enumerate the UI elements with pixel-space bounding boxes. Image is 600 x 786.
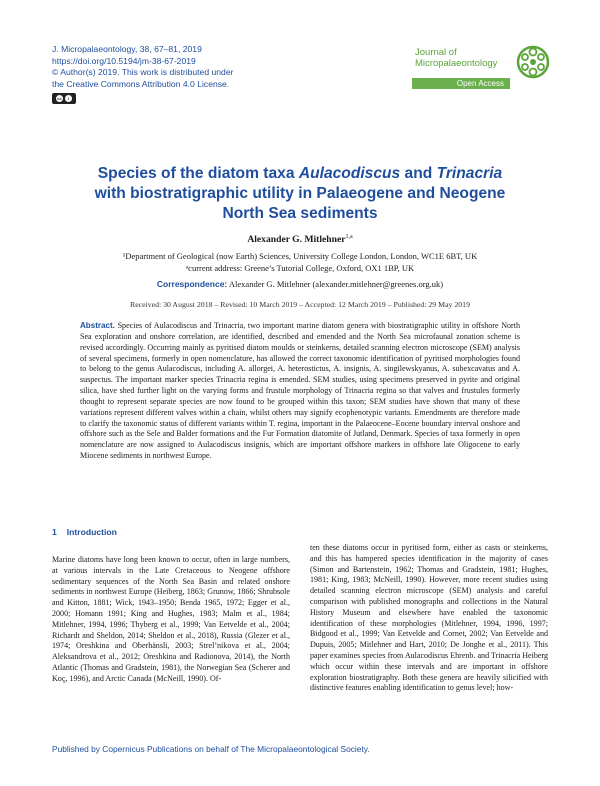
publisher-footer: Published by Copernicus Publications on behalf of The Micropalaeontological Society.: [52, 744, 370, 754]
affiliation-1: ¹Department of Geological (now Earth) Sciences, University College London, London, WC1E 6BT, UK: [122, 251, 478, 261]
section-heading: 1 Introduction: [52, 527, 117, 537]
diatom-logo-icon: [515, 44, 551, 80]
affiliation-2: ᵃcurrent address: Greene’s Tutorial College, Oxford, OX1 1BP, UK: [185, 263, 415, 273]
article-title: Species of the diatom taxa Aulacodiscus and Trinacria with biostratigraphic utility in Palaeogene and Neogene North Sea sediments: [94, 165, 506, 222]
journal-logo: [405, 44, 555, 90]
journal-name: Journal of Micropalaeontology: [415, 47, 498, 69]
cc-by-icon[interactable]: cc i: [52, 93, 76, 104]
correspondence: Correspondence: Alexander G. Mitlehner (alexander.mitlehner@greenes.org.uk): [156, 279, 444, 289]
license-line-1: © Author(s) 2019. This work is distributed under: [52, 67, 234, 78]
doi-link[interactable]: https://doi.org/10.5194/jm-38-67-2019: [52, 55, 196, 66]
publication-dates: Received: 30 August 2018 – Revised: 10 March 2019 – Accepted: 12 March 2019 – Published: 29 May 2019: [130, 300, 470, 309]
body-text-right-column: ten these diatoms occur in pyritised form, either as casts or steinkerns, and this has hampered species identification in the majority of cases (Simon and Bartenstein, 1962; Thomas and Gradstein, 1981; Hughes, 1981; King, 1983; McNeill, 1990). However, more recent studies using detailed scanning electron microscope (SEM) analysis and careful comparison with published monographs and collections in the Natural History Museum and elsewhere have enabled the taxonomic identification of these morphologies (Mitlehner, 1994, 1996, 1997; Bidgood et al., 1999; Van Eetvelde and Cornet, 2002; Van Eetvelde and Dupuis, 2005; Mitlehner and Hart, 2010; De Jonghe et al., 2011). This paper examines species from Aulacodiscus Ehrenb. and Trinacria Heiberg which occur within these intervals and are important in offshore exploration biostratigraphy. Both these genera are heavily silicified with distinctive features enabling identification to genus level; how-: [310, 543, 548, 693]
journal-citation: J. Micropalaeontology, 38, 67–81, 2019: [52, 44, 202, 54]
citation-block: [52, 44, 233, 90]
abstract: Abstract. Species of Aulacodiscus and Trinacria, two important marine diatom genera with biostratigraphic utility in offshore North Sea exploration and onshore correlation, are identified, described and emended and the North Sea microfaunal zonation scheme is revised accordingly. Occurring mainly as pyritised diatom moulds or steinkerns, detailed scanning electron microscope (SEM) analysis of several specimens, formerly in open nomenclature, has allowed the correct taxonomic identification of pyritised morphologies found to belong to the genus Aulacodiscus, including A. allorgei, A. heterostictus, A. insignis, A. singilewskyanus, A. subexcavatus and A. suspectus. The important marker species Trinacria regina is emended. SEM studies, using specimens preserved in pyrite and original silica, have shed further light on the varying forms and frustule morphology of Trinacria regina so that valves and frustules formerly thought to represent separate species are now found to be grouped within this taxon; SEM studies have shown that many of these variations represent different valves within a chain, whilst others may signify ecophenotypic variants. Emendments are therefore made to clarify the taxonomic status of different variants within T. regina, important in the Palaeocene–Eocene boundary interval onshore and offshore such as the Sele and Balder formations and the Fur Formation diatomite of Jutland, Denmark. Species of taxa formerly in open nomenclature are now assigned to Aulacodiscus insignis, which are important offshore markers in offshore late Oligocene to early Miocene sediments in northwest Europe.: [80, 321, 520, 461]
body-text-left-column: Marine diatoms have long been known to occur, often in large numbers, at various intervals in the Late Cretaceous to Neogene offshore sedimentary sequences of the North Sea Basin and related onshore sediments in northwest Europe (Heiberg, 1863; Grunow, 1866; Shrubsole and Kitton, 1881; Wick, 1943–1950; Benda 1965, 1972; Egger et al., 2000; Homann 1991; King and Hughes, 1983; Malm et al., 1984; Mitlehner, 1994, 1996; Thyberg et al., 1999; Van Eetvelde et al., 2004; Richardt and Sheldon, 2014; Sheldon et al., 2018), Russia (Glezer et al., 1974; Oreshkina and Oberhänsli, 2003; Strel’nikova et al., 2004; Aleksandrova et al., 2012; Oreshkina and Radionova, 2014), the North Atlantic (Thomas and Gradstein, 1981), the Norwegian Sea (Scherer and Koç, 1996), and Arctic Canada (McNeill, 1990). Of-: [52, 555, 290, 683]
open-access-badge: Open Access: [412, 78, 510, 89]
author-name: Alexander G. Mitlehner$^{1,a}$: [247, 234, 353, 246]
license-line-2[interactable]: the Creative Commons Attribution 4.0 License.: [52, 78, 230, 89]
